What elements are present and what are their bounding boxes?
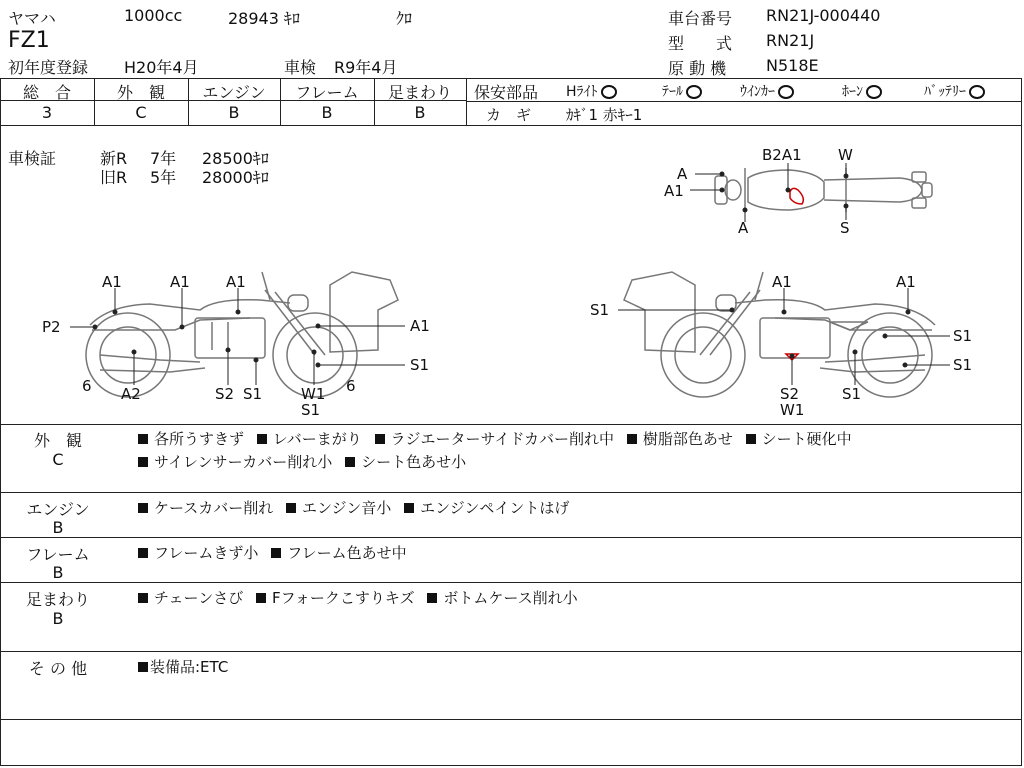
diag-left-a1-3: A1 (226, 273, 246, 291)
cert-new-km: 28500ｷﾛ (202, 149, 269, 168)
cert-new-label: 新R (100, 149, 128, 168)
remark-line (0, 537, 1022, 538)
diag-left-6b: 6 (346, 377, 356, 395)
grade-frame-label: フレーム (295, 83, 359, 102)
frame-no-value: RN21J-000440 (766, 6, 881, 25)
remark-engine-label: エンジン (26, 500, 90, 519)
cert-label: 車検証 (8, 149, 57, 168)
diag-left-w1: W1 (301, 385, 326, 403)
bullet-icon (138, 434, 148, 444)
diag-right-a1-mid: A1 (772, 273, 792, 291)
diag-left-s2: S2 (215, 385, 235, 403)
bullet-icon (404, 503, 414, 513)
bullet-icon (345, 457, 355, 467)
remark-suspension-line1: チェーンさび Fフォークこすりキズ ボトムケース削れ小 (138, 587, 578, 608)
diag-right-s1-b: S1 (842, 385, 862, 403)
diag-left-s1: S1 (243, 385, 263, 403)
mileage: 28943 ｷﾛ (228, 9, 300, 28)
diag-left-s1-right: S1 (410, 356, 430, 374)
keys-value: ｶｷﾞ1 赤ｷｰ1 (566, 106, 643, 124)
grade-overall-label: 総 合 (22, 83, 71, 102)
type-value: RN21J (766, 31, 815, 50)
diag-left-a1-1: A1 (102, 273, 122, 291)
diag-left-6a: 6 (82, 377, 92, 395)
grade-suspension-value: B (414, 103, 426, 122)
safety-horn: ﾎｰﾝ (842, 81, 882, 101)
diag-right-a1-right: A1 (896, 273, 916, 291)
grade-exterior-label: 外 観 (116, 83, 165, 102)
diag-left-a2: A2 (121, 385, 141, 403)
cert-old-year: 5年 (150, 168, 177, 187)
color: ｸﾛ (396, 9, 413, 28)
safety-tail: ﾃｰﾙ (662, 81, 702, 101)
bullet-icon (138, 593, 148, 603)
engine-label: 原 動 機 (668, 59, 727, 78)
remark-line (0, 651, 1022, 652)
displacement: 1000cc (124, 6, 183, 25)
grade-exterior-value: C (135, 103, 147, 122)
cert-old-km: 28000ｷﾛ (202, 168, 269, 187)
maker: ヤマハ (8, 9, 56, 28)
diag-top-a-bottom: A (738, 219, 749, 237)
grade-engine-label: エンジン (202, 83, 266, 102)
bullet-icon (138, 503, 148, 513)
bullet-icon (256, 593, 266, 603)
bullet-icon (375, 434, 385, 444)
diag-top-b2a1: B2A1 (762, 146, 802, 164)
safety-winker: ｳｲﾝｶｰ (740, 81, 794, 101)
remark-frame-grade: B (52, 563, 64, 582)
remark-engine-grade: B (52, 518, 64, 537)
remark-exterior-grade: C (52, 450, 64, 469)
remark-line (0, 492, 1022, 493)
remark-frame-line1: フレームきず小 フレーム色あせ中 (138, 542, 407, 563)
first-reg-value: H20年4月 (124, 58, 199, 77)
safety-battery: ﾊﾞｯﾃﾘｰ (924, 81, 985, 101)
cert-new-year: 7年 (150, 149, 177, 168)
grade-overall-value: 3 (41, 103, 53, 122)
diag-left-s1-b: S1 (301, 401, 321, 419)
bullet-icon (257, 434, 267, 444)
diag-top-a-left: A (677, 165, 688, 183)
remark-exterior-label: 外 観 (33, 431, 82, 450)
diag-left-a1-right: A1 (410, 317, 430, 335)
bullet-icon (746, 434, 756, 444)
remark-suspension-label: 足まわり (25, 590, 90, 609)
diag-right-w1: W1 (780, 401, 805, 419)
top-view-damage-mark (790, 188, 803, 204)
diag-right-s1-r2: S1 (953, 356, 973, 374)
remark-engine-line1: ケースカバー削れ エンジン音小 エンジンペイントはげ (138, 497, 569, 518)
bullet-icon (138, 662, 148, 672)
remark-exterior-line1: 各所うすきず レバーまがり ラジエーターサイドカバー削れ中 樹脂部色あせ シート硬化中 (138, 428, 852, 449)
grade-frame-value: B (321, 103, 333, 122)
engine-value: N518E (766, 56, 819, 75)
diag-top-s: S (840, 219, 850, 237)
bullet-icon (427, 593, 437, 603)
type-label: 型 式 (668, 34, 733, 53)
bullet-icon (627, 434, 637, 444)
bullet-icon (138, 548, 148, 558)
bullet-icon (138, 457, 148, 467)
bullet-icon (271, 548, 281, 558)
diag-right-s1-left: S1 (590, 301, 610, 319)
diag-top-a1-left: A1 (664, 182, 684, 200)
remark-line (0, 582, 1022, 583)
remark-other-line1: 装備品:ETC (138, 656, 228, 677)
first-reg-label: 初年度登録 (8, 58, 89, 77)
diag-right-s2: S2 (780, 385, 800, 403)
remark-other-label: そ の 他 (28, 659, 88, 678)
cert-old-label: 旧R (100, 168, 128, 187)
frame-no-label: 車台番号 (668, 9, 733, 28)
diag-right-s1-r1: S1 (953, 327, 973, 345)
remark-exterior-line2: サイレンサーカバー削れ小 シート色あせ小 (138, 451, 466, 472)
inspection-label: 車検 (284, 58, 317, 77)
grade-engine-value: B (228, 103, 240, 122)
model-name: FZ1 (8, 28, 50, 53)
bullet-icon (286, 503, 296, 513)
remark-frame-label: フレーム (26, 545, 90, 564)
bike-top-view (715, 168, 932, 212)
diagram-leader-lines (70, 163, 950, 385)
inspection-value: R9年4月 (334, 58, 398, 77)
safety-label: 保安部品 (474, 83, 539, 102)
remark-line (0, 719, 1022, 720)
remark-suspension-grade: B (52, 609, 64, 628)
diag-top-w: W (838, 146, 853, 164)
safety-headlight: Hﾗｲﾄ (566, 81, 617, 101)
diag-left-a1-2: A1 (170, 273, 190, 291)
grade-suspension-label: 足まわり (387, 83, 452, 102)
keys-label: カ ギ (486, 106, 532, 124)
diag-left-p2: P2 (42, 318, 61, 336)
